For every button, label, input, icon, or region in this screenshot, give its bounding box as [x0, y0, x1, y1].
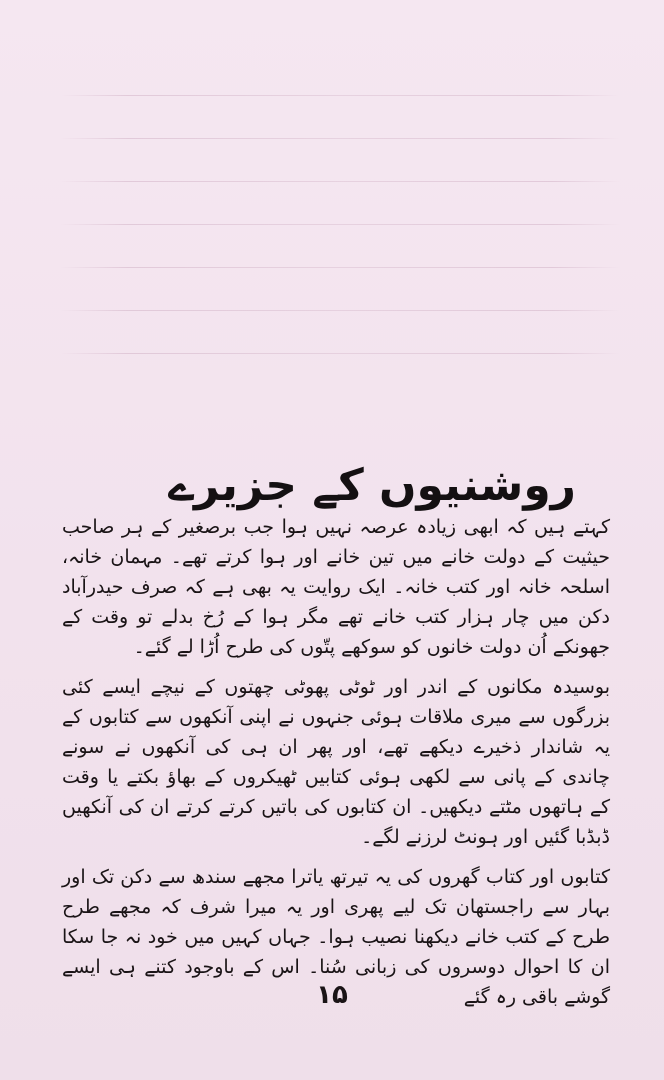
bleed-through-line — [60, 181, 620, 182]
bleed-through-line — [60, 310, 620, 311]
chapter-title: روشنیوں کے جزیرے — [168, 460, 576, 512]
paragraph: کہتے ہیں کہ ابھی زیادہ عرصہ نہیں ہوا جب برصغیر کے ہر صاحب حیثیت کے دولت خانے میں تین خانے اور ہوا کرتے تھے۔ مہمان خانہ، اسلحہ خانہ اور کتب خانہ۔ ایک روایت یہ بھی ہے کہ صرف حیدرآباد دکن میں چار ہزار کتب خانے تھے مگر ہوا کے رُخ بدلے تو وقت کے جھونکے اُن دولت خانوں کو سوکھے پتّوں کی طرح اُڑا لے گئے۔ — [62, 516, 610, 658]
paragraph: بوسیدہ مکانوں کے اندر اور ٹوٹی پھوٹی چھتوں کے نیچے ایسے کئی بزرگوں سے میری ملاقات ہوئی جنہوں نے اپنی آنکھوں سے کتابوں کے یہ شاندار ذخیرے دیکھے تھے، اور پھر ان ہی کی آنکھوں نے سونے چاندی کے پانی سے لکھی ہوئی کتابیں ٹھیکروں کے بھاؤ بکتے یا وقت کے ہاتھوں مٹتے دیکھیں۔ ان کتابوں کی باتیں کرتے کرتے ان کی آنکھیں ڈبڈبا گئیں اور ہونٹ لرزنے لگے۔ — [62, 676, 610, 848]
chapter-body — [62, 512, 610, 1022]
paragraph: کتابوں اور کتاب گھروں کی یہ تیرتھ یاترا مجھے سندھ سے دکن تک اور بہار سے راجستھان تک لیے پھری اور یہ میرا شرف کہ مجھے طرح طرح کے کتب خانے دیکھنا نصیب ہوا۔ جہاں کہیں میں خود نہ جا سکا ان کا احوال دوسروں کی زبانی سُنا۔ اس کے باوجود کتنے ہی ایسے گوشے باقی رہ گئے — [62, 866, 610, 1008]
bleed-through-line — [60, 224, 620, 225]
bleed-through-area — [60, 95, 620, 396]
page-number: ۱۵ — [316, 980, 348, 1010]
bleed-through-line — [60, 267, 620, 268]
bleed-through-line — [60, 95, 620, 96]
bleed-through-line — [60, 138, 620, 139]
bleed-through-line — [60, 353, 620, 354]
